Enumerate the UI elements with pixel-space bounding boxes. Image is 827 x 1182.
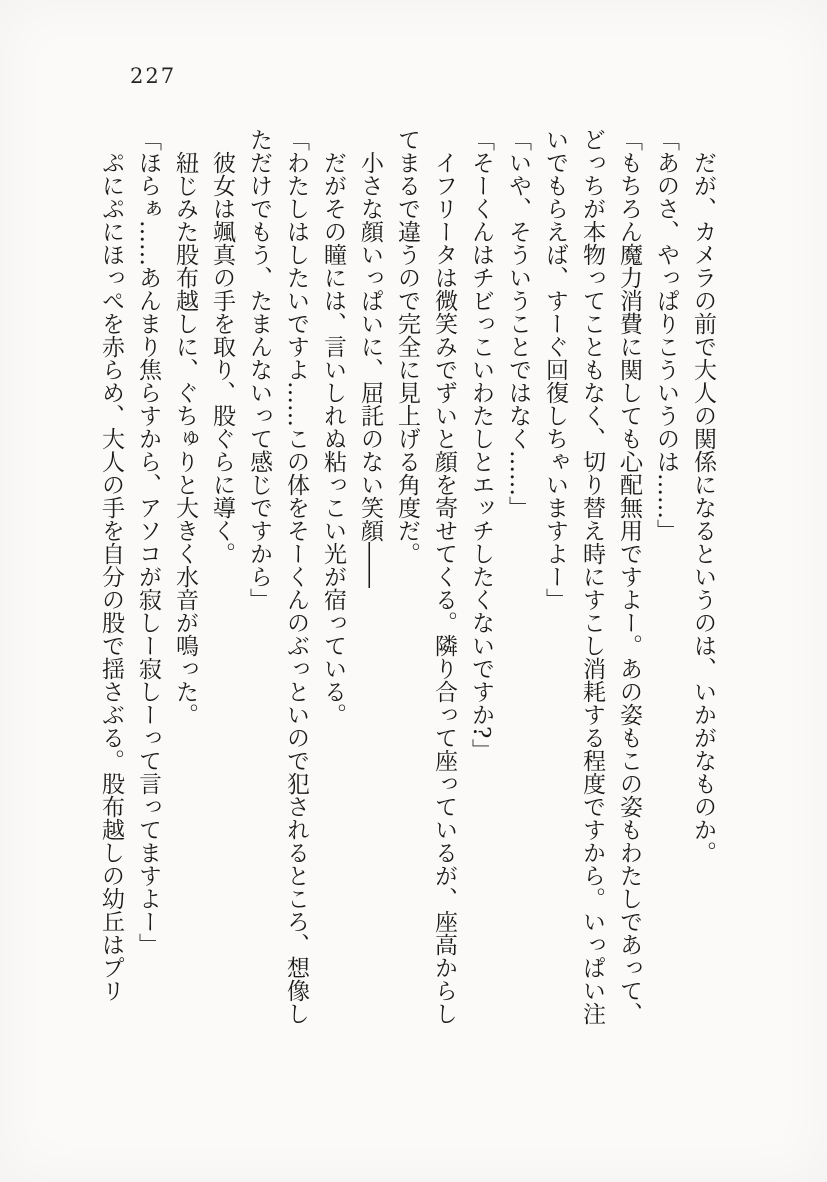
paragraph: 小さな顔いっぱいに、屈託のない笑顔―― <box>357 151 383 588</box>
paragraph: 彼女は颯真の手を取り、股ぐらに導く。 <box>209 151 235 565</box>
paragraph: 紐じみた股布越しに、ぐちゅりと大きく水音が鳴った。 <box>172 151 198 726</box>
paragraph: ぷにぷにほっぺを赤らめ、大人の手を自分の股で揺さぶる。股布越しの幼丘はプリ <box>98 151 124 1002</box>
paragraph: 「わたしはしたいですよ……この体をそーくんのぶっといので犯されるところ、想像しただけでもう、たまんないって感じですから」 <box>246 128 309 1025</box>
text-block <box>96 128 721 1030</box>
paragraph: 「ほらぁ……あんまり焦らすから、アソコが寂しー寂しーって言ってますよー」 <box>135 128 161 956</box>
paragraph: イフリータは微笑みでずいと顔を寄せてくる。隣り合って座っているが、座高からしてまるで違うので完全に見上げる角度だ。 <box>394 128 457 1025</box>
paragraph: だが、カメラの前で大人の関係になるというのは、いかがなものか。 <box>690 151 716 864</box>
page-number: 227 <box>130 64 177 88</box>
paragraph: だがその瞳には、言いしれぬ粘っこい光が宿っている。 <box>320 151 346 726</box>
paragraph: 「あのさ、やっぱりこういうのは……」 <box>653 128 679 542</box>
paragraph: 「そーくんはチビっこいわたしとエッチしたくないですか?」 <box>468 128 494 762</box>
paragraph: 「いや、そういうことではなく……」 <box>505 128 531 519</box>
paragraph: 「もちろん魔力消費に関しても心配無用ですよー。あの姿もこの姿もわたしであって、どっちが本物ってこともなく、切り替え時にすこし消耗する程度ですから。いっぱい注いでもらえば、すーぐ回復しちゃいますよー」 <box>542 128 642 1025</box>
